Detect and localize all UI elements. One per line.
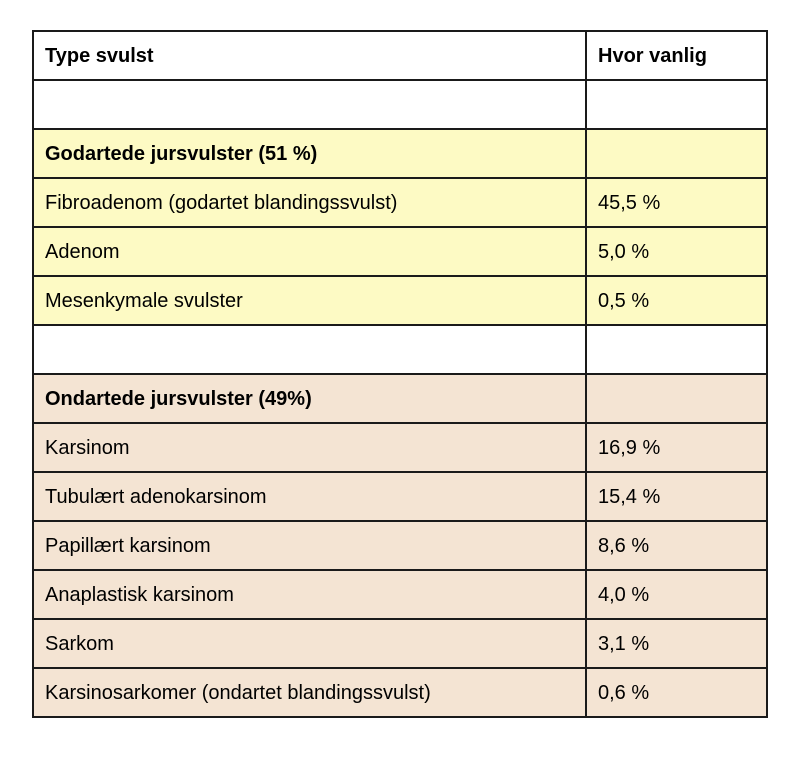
group-row-benign [33,129,767,178]
table-header-row [33,31,767,80]
header-frequency: Hvor vanlig [586,31,767,80]
table-row [33,472,767,521]
tumor-frequency: 45,5 % [586,178,767,227]
empty-cell [33,80,586,129]
tumor-frequency: 3,1 % [586,619,767,668]
spacer-row [33,80,767,129]
tumor-frequency: 16,9 % [586,423,767,472]
group-label: Ondartede jursvulster (49%) [33,374,586,423]
tumor-frequency: 5,0 % [586,227,767,276]
tumor-frequency: 8,6 % [586,521,767,570]
tumor-name: Tubulært adenokarsinom [33,472,586,521]
empty-cell [586,325,767,374]
tumor-frequency: 15,4 % [586,472,767,521]
empty-cell [586,80,767,129]
group-row-malignant [33,374,767,423]
header-type: Type svulst [33,31,586,80]
tumor-frequency: 4,0 % [586,570,767,619]
tumor-name: Papillært karsinom [33,521,586,570]
tumor-frequency: 0,5 % [586,276,767,325]
tumor-frequency-table [32,30,768,718]
tumor-name: Sarkom [33,619,586,668]
empty-cell [586,129,767,178]
spacer-row [33,325,767,374]
table-row [33,521,767,570]
empty-cell [586,374,767,423]
tumor-name: Anaplastisk karsinom [33,570,586,619]
table-row [33,570,767,619]
table-row [33,423,767,472]
tumor-name: Fibroadenom (godartet blandingssvulst) [33,178,586,227]
tumor-frequency: 0,6 % [586,668,767,717]
table-row [33,619,767,668]
tumor-name: Mesenkymale svulster [33,276,586,325]
table-row [33,227,767,276]
tumor-name: Adenom [33,227,586,276]
tumor-name: Karsinosarkomer (ondartet blandingssvulst) [33,668,586,717]
table-row [33,668,767,717]
table-row [33,178,767,227]
group-label: Godartede jursvulster (51 %) [33,129,586,178]
empty-cell [33,325,586,374]
tumor-name: Karsinom [33,423,586,472]
table-row [33,276,767,325]
